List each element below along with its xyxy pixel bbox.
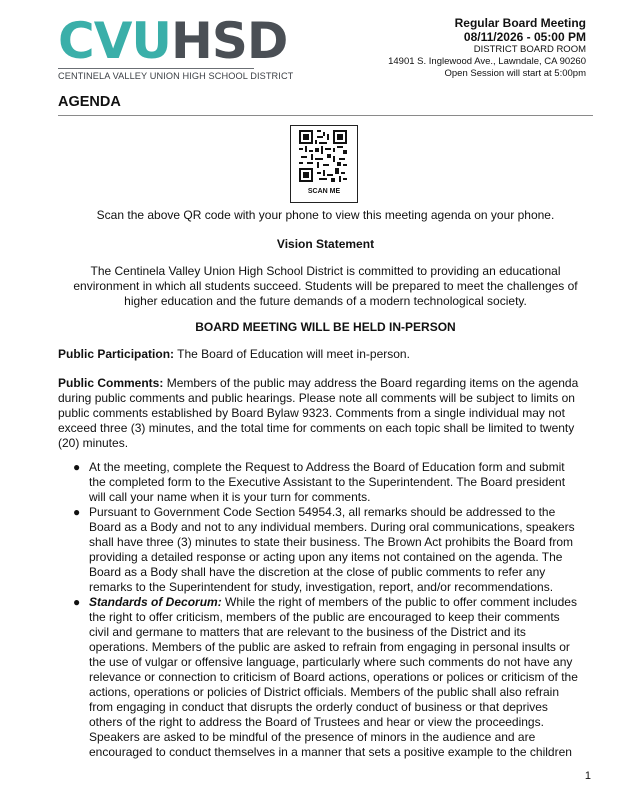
bullet-icon: ● bbox=[73, 460, 81, 474]
meeting-location: DISTRICT BOARD ROOM bbox=[473, 44, 586, 55]
qr-instruction: Scan the above QR code with your phone to view this meeting agenda on your phone. bbox=[96, 208, 555, 222]
page-number: 1 bbox=[584, 770, 591, 782]
meeting-datetime: 08/11/2026 - 05:00 PM bbox=[463, 30, 586, 44]
meeting-info bbox=[388, 16, 586, 80]
logo-subtitle: CENTINELA VALLEY UNION HIGH SCHOOL DISTRICT bbox=[58, 68, 254, 81]
vision-heading: Vision Statement bbox=[276, 237, 375, 251]
bullet-icon: ● bbox=[73, 595, 81, 609]
vision-statement: The Centinela Valley Union High School District is committed to providing an educational environment in which all students succeed. Students will be prepared to meet the challenges of higher education and the future demands of a modern technological society. bbox=[73, 264, 578, 308]
list-item: ● Standards of Decorum: While the right of members of the public to offer comment includes the right to offer criticism, members of the public are encouraged to keep their comments civil and germane to matters that are relevant to the business of the District and its operations. Members of the public are asked to refrain from engaging in personal insults or the use of vulgar or offensive language, particularly where such comments do not have any relevance or connection to criticism of Board actions, operations or polices or criticism of the actions, operations or policies of District officials. Members of the public shall also refrain from engaging in conduct that disrupts the orderly conduct of business or that deprives others of the right to address the Board of Trustees and hear or view the proceedings. Speakers are asked to be mindful of the presence of minors in the audience and are encouraged to conduct themselves in a manner that sets a positive example to the children bbox=[73, 595, 578, 759]
public-participation: Public Participation: The Board of Education will meet in-person. bbox=[58, 347, 410, 361]
meeting-address: 14901 S. Inglewood Ave., Lawndale, CA 90260 bbox=[388, 56, 586, 67]
bullet-icon: ● bbox=[73, 505, 81, 519]
agenda-heading: AGENDA bbox=[58, 94, 121, 110]
public-comments: Public Comments: Members of the public may address the Board regarding items on the agenda during public comments and public hearings. Please note all comments will be subject to limits on public comments established by Board Bylaw 9323. Comments from a single individual may not exceed three (3) minutes, and the total time for comments on each topic shall be limited to twenty (20) minutes. bbox=[58, 376, 579, 450]
in-person-heading: BOARD MEETING WILL BE HELD IN-PERSON bbox=[195, 320, 456, 334]
heading-divider bbox=[58, 115, 593, 116]
qr-code[interactable] bbox=[290, 125, 358, 203]
district-logo bbox=[58, 12, 294, 81]
qr-code-icon bbox=[299, 130, 347, 182]
logo-wordmark: CVUHSD bbox=[58, 12, 288, 70]
list-item: ● At the meeting, complete the Request to Address the Board of Education form and submit the completed form to the Executive Assistant to the Superintendent. The Board president will call your name when it is your turn for comments. bbox=[73, 460, 566, 504]
list-item: ● Pursuant to Government Code Section 54954.3, all remarks should be addressed to the Board as a Body and not to any individual members. During oral communications, speakers shall have three (3) minutes to state their business. The Brown Act prohibits the Board from providing a detailed response or acting upon any items not contained on the agenda. The Board as a Body shall have the discretion at the close of public comments to refer any remarks to the Superintendent for study, investigation, report, and/or recommendations. bbox=[73, 505, 575, 594]
meeting-title: Regular Board Meeting bbox=[454, 16, 586, 30]
qr-scan-label: SCAN ME bbox=[307, 188, 341, 195]
session-note: Open Session will start at 5:00pm bbox=[444, 68, 586, 79]
comment-rules-list bbox=[58, 460, 617, 760]
